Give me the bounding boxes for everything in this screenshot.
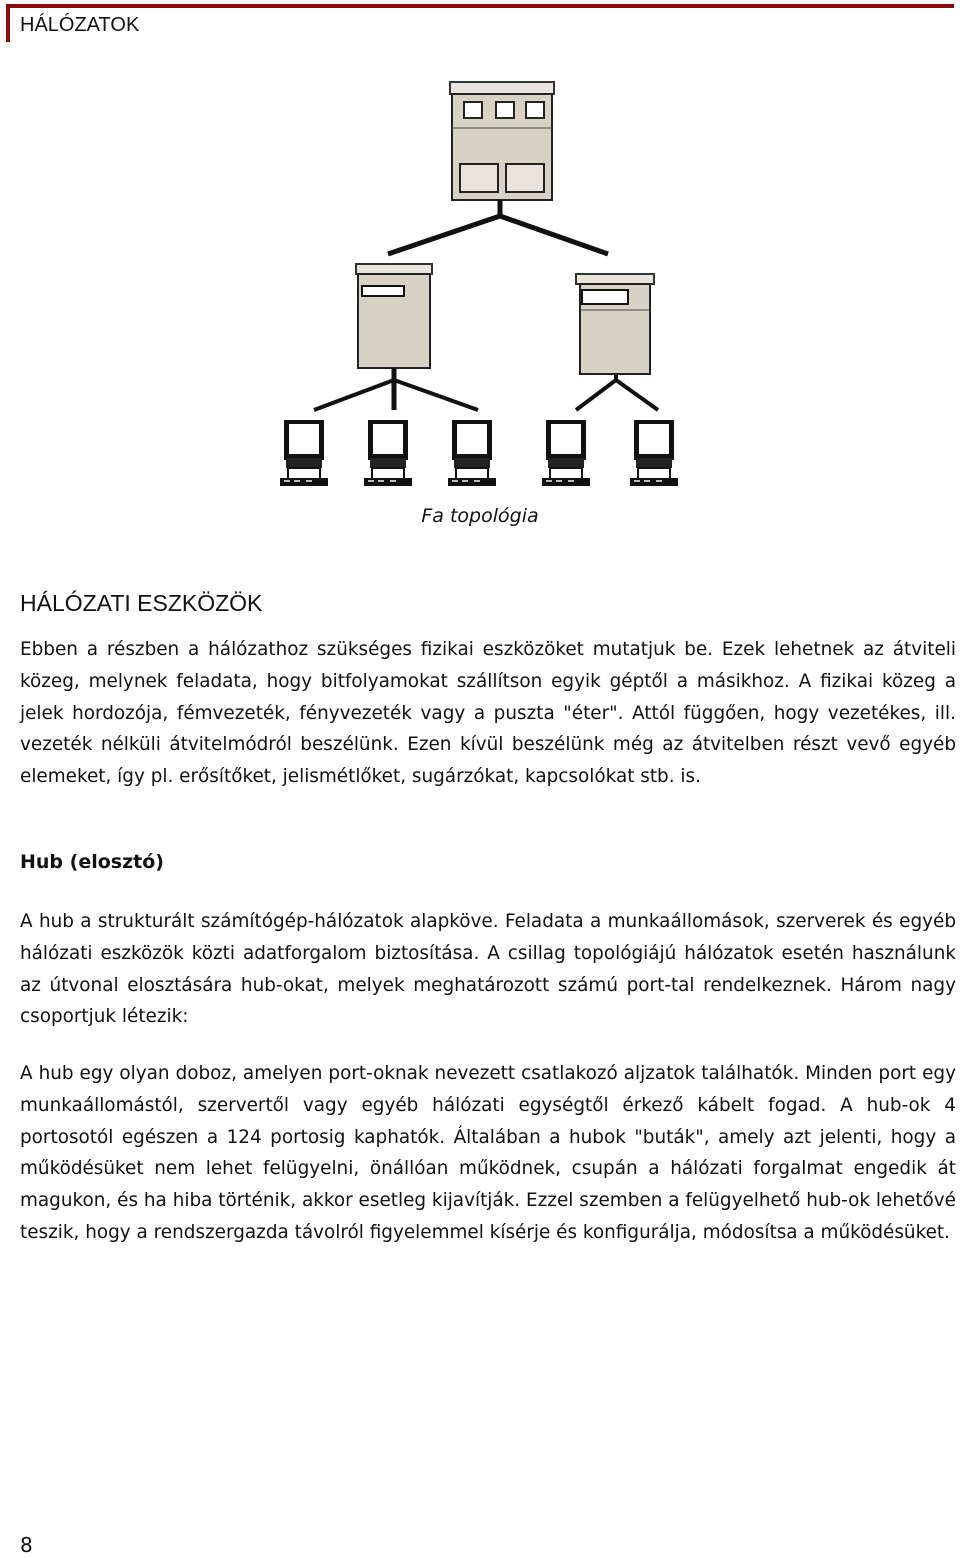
workstation-icon	[630, 420, 678, 486]
server-icon	[450, 82, 554, 200]
workstation-icon	[448, 420, 496, 486]
workstation-icon	[542, 420, 590, 486]
figure-caption: Fa topológia	[421, 505, 539, 527]
intro-paragraph: Ebben a részben a hálózathoz szükséges fizikai eszközöket mutatjuk be. Ezek lehetnek az átviteli közeg, melynek feladata, hogy bitfolyamokat szállítson egyik géptől a másikhoz. A fizikai közeg a jelek hordozója, fémvezeték, fényvezeték vagy a puszta "éter". Attól függően, hogy vezetékes, ill. vezeték nélküli átvitelmódról beszélünk. Ezen kívül beszélünk még az átvitelben részt vevő egyéb elemeket, így pl. erősítőket, jelismétlőket, sugárzókat, kapcsolókat stb. is.	[20, 639, 956, 788]
header-bar	[6, 4, 954, 42]
hub-icon	[356, 264, 432, 368]
hub-icon	[576, 274, 654, 374]
page-number: 8	[20, 1533, 33, 1557]
workstation-icon	[364, 420, 412, 486]
tree-topology-diagram	[270, 78, 710, 490]
workstation-icon	[280, 420, 328, 486]
hub-paragraph-2: A hub egy olyan doboz, amelyen port-oknak nevezett csatlakozó aljzatok találhatók. Minden port egy munkaállomástól, szervertől vagy egyéb hálózati egységtől érkező kábelt fogad. A hub-ok 4 portosotól egészen a 124 portosig kaphatók. Általában a hubok "buták", amely azt jelenti, hogy a működésüket nem lehet felügyelni, önállóan működnek, csupán a hálózati forgalmat engedik át magukon, és ha hiba történik, akkor esetleg kijavítják. Ezzel szemben a felügyelhető hub-ok lehetővé teszik, hogy a rendszergazda távolról figyelemmel kísérje és konfigurálja, módosítsa a működésüket.	[20, 1063, 956, 1243]
hub-paragraph-1: A hub a strukturált számítógép-hálózatok alapköve. Feladata a munkaállomások, szerverek és egyéb hálózati eszközök közti adatforgalom biztosítása. A csillag topológiájú hálózatok esetén használunk az útvonal elosztására hub-okat, melyek meghatározott számú port-tal rendelkeznek. Három nagy csoportjuk létezik:	[20, 911, 956, 1028]
hub-heading: Hub (elosztó)	[20, 851, 164, 873]
page-header-title: HÁLÓZATOK	[20, 14, 140, 36]
section-title: HÁLÓZATI ESZKÖZÖK	[20, 590, 263, 616]
